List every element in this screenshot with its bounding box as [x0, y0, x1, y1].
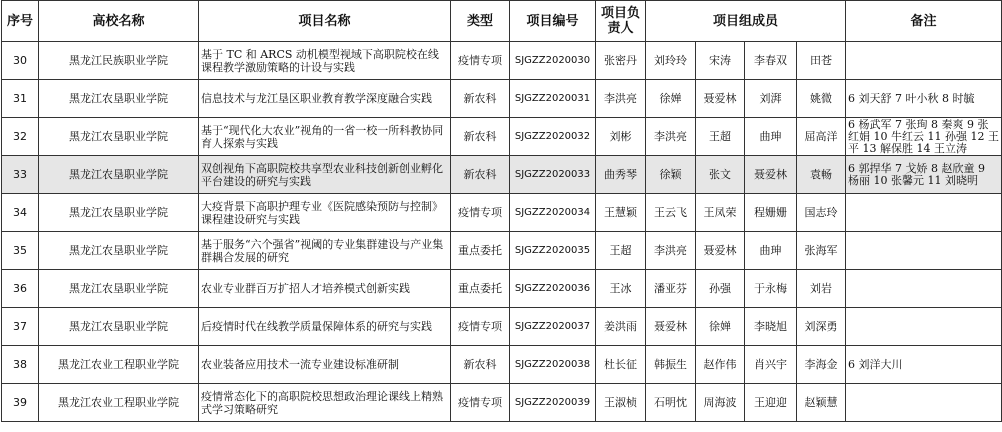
- cell-remark: 6 刘天舒 7 叶小秋 8 时毓: [846, 80, 1002, 118]
- cell-member-2: 王超: [696, 118, 745, 156]
- cell-seq: 30: [2, 42, 39, 80]
- cell-seq: 31: [2, 80, 39, 118]
- cell-project: 大疫背景下高职护理专业《医院感染预防与控制》课程建设研究与实践: [199, 194, 451, 232]
- cell-type: 新农科: [451, 80, 510, 118]
- cell-type: 重点委托: [451, 270, 510, 308]
- cell-type: 重点委托: [451, 232, 510, 270]
- cell-leader: 李洪亮: [596, 80, 646, 118]
- cell-type: 疫情专项: [451, 308, 510, 346]
- cell-project: 疫情常态化下的高职院校思想政治理论课线上精熟式学习策略研究: [199, 384, 451, 422]
- cell-member-2: 张文: [696, 156, 745, 194]
- cell-code: SJGZZ2020032: [510, 118, 596, 156]
- cell-seq: 37: [2, 308, 39, 346]
- cell-member-4: 李海金: [797, 346, 846, 384]
- cell-school: 黑龙江农垦职业学院: [39, 232, 199, 270]
- cell-type: 疫情专项: [451, 384, 510, 422]
- cell-leader: 王淑桢: [596, 384, 646, 422]
- table-row: [2, 118, 1002, 156]
- cell-member-4: 刘岩: [797, 270, 846, 308]
- cell-project: 信息技术与龙江垦区职业教育教学深度融合实践: [199, 80, 451, 118]
- cell-member-1: 李洪亮: [646, 232, 696, 270]
- cell-member-3: 曲珅: [745, 232, 797, 270]
- cell-school: 黑龙江农垦职业学院: [39, 308, 199, 346]
- header-code: 项目编号: [510, 1, 596, 42]
- cell-school: 黑龙江农垦职业学院: [39, 118, 199, 156]
- cell-code: SJGZZ2020035: [510, 232, 596, 270]
- cell-member-1: 徐婵: [646, 80, 696, 118]
- cell-seq: 39: [2, 384, 39, 422]
- cell-leader: 王超: [596, 232, 646, 270]
- cell-seq: 36: [2, 270, 39, 308]
- header-members: 项目组成员: [646, 1, 846, 42]
- cell-type: 新农科: [451, 118, 510, 156]
- header-leader: 项目负责人: [596, 1, 646, 42]
- cell-member-3: 刘湃: [745, 80, 797, 118]
- table-row: [2, 194, 1002, 232]
- cell-leader: 杜长征: [596, 346, 646, 384]
- cell-member-4: 国志玲: [797, 194, 846, 232]
- cell-project: 双创视角下高职院校共享型农业科技创新创业孵化平台建设的研究与实践: [199, 156, 451, 194]
- cell-code: SJGZZ2020034: [510, 194, 596, 232]
- cell-leader: 刘彬: [596, 118, 646, 156]
- cell-seq: 33: [2, 156, 39, 194]
- cell-member-3: 于永梅: [745, 270, 797, 308]
- cell-remark: 6 郭捍华 7 戈娇 8 赵欣童 9 杨丽 10 张馨元 11 刘晓明: [846, 156, 1002, 194]
- cell-seq: 38: [2, 346, 39, 384]
- cell-remark: [846, 270, 1002, 308]
- cell-project: 后疫情时代在线教学质量保障体系的研究与实践: [199, 308, 451, 346]
- header-project: 项目名称: [199, 1, 451, 42]
- cell-remark: [846, 42, 1002, 80]
- cell-member-4: 袁畅: [797, 156, 846, 194]
- cell-remark: [846, 194, 1002, 232]
- cell-member-4: 张海军: [797, 232, 846, 270]
- cell-project: 基于“现代化大农业”视角的一省一校一所科教协同育人探索与实践: [199, 118, 451, 156]
- cell-school: 黑龙江农垦职业学院: [39, 80, 199, 118]
- cell-member-3: 王迎迎: [745, 384, 797, 422]
- cell-school: 黑龙江民族职业学院: [39, 42, 199, 80]
- header-row: [2, 1, 1002, 42]
- cell-member-4: 刘深勇: [797, 308, 846, 346]
- project-table: [1, 0, 1002, 422]
- cell-member-3: 李春双: [745, 42, 797, 80]
- cell-member-2: 宋涛: [696, 42, 745, 80]
- cell-code: SJGZZ2020033: [510, 156, 596, 194]
- cell-code: SJGZZ2020038: [510, 346, 596, 384]
- cell-member-3: 李晓旭: [745, 308, 797, 346]
- cell-project: 基于服务“六个强省”视阈的专业集群建设与产业集群耦合发展的研究: [199, 232, 451, 270]
- cell-school: 黑龙江农垦职业学院: [39, 270, 199, 308]
- cell-seq: 34: [2, 194, 39, 232]
- table-row: [2, 346, 1002, 384]
- table-row: [2, 384, 1002, 422]
- cell-member-3: 程姗姗: [745, 194, 797, 232]
- table-row: [2, 80, 1002, 118]
- cell-seq: 35: [2, 232, 39, 270]
- cell-type: 疫情专项: [451, 194, 510, 232]
- cell-code: SJGZZ2020039: [510, 384, 596, 422]
- cell-school: 黑龙江农业工程职业学院: [39, 384, 199, 422]
- cell-member-1: 聂爱林: [646, 308, 696, 346]
- cell-member-2: 聂爱林: [696, 232, 745, 270]
- cell-type: 新农科: [451, 346, 510, 384]
- cell-code: SJGZZ2020037: [510, 308, 596, 346]
- table-row: [2, 308, 1002, 346]
- cell-member-4: 田苍: [797, 42, 846, 80]
- header-type: 类型: [451, 1, 510, 42]
- cell-type: 新农科: [451, 156, 510, 194]
- cell-leader: 王慧颖: [596, 194, 646, 232]
- cell-code: SJGZZ2020030: [510, 42, 596, 80]
- table-row: [2, 232, 1002, 270]
- cell-member-2: 赵作伟: [696, 346, 745, 384]
- cell-seq: 32: [2, 118, 39, 156]
- cell-code: SJGZZ2020036: [510, 270, 596, 308]
- cell-member-4: 赵颖慧: [797, 384, 846, 422]
- cell-school: 黑龙江农业工程职业学院: [39, 346, 199, 384]
- table-row-highlighted: [2, 156, 1002, 194]
- cell-school: 黑龙江农垦职业学院: [39, 156, 199, 194]
- cell-remark: [846, 308, 1002, 346]
- cell-member-1: 李洪亮: [646, 118, 696, 156]
- cell-member-4: 屈高洋: [797, 118, 846, 156]
- remark-text: 6 杨武军 7 张珣 8 秦爽 9 张红娟 10 牛红云 11 孙强 12 王平 13 解保胜 14 王立涛: [848, 118, 999, 155]
- cell-leader: 张密丹: [596, 42, 646, 80]
- cell-remark: [846, 232, 1002, 270]
- cell-remark: [846, 384, 1002, 422]
- cell-remark: [846, 118, 1002, 156]
- table-row: [2, 270, 1002, 308]
- cell-member-2: 王凤荣: [696, 194, 745, 232]
- cell-school: 黑龙江农垦职业学院: [39, 194, 199, 232]
- cell-project: 农业专业群百万扩招人才培养模式创新实践: [199, 270, 451, 308]
- cell-member-1: 王云飞: [646, 194, 696, 232]
- cell-leader: 王冰: [596, 270, 646, 308]
- cell-project: 农业装备应用技术一流专业建设标准研制: [199, 346, 451, 384]
- cell-member-1: 韩振生: [646, 346, 696, 384]
- cell-member-2: 孙强: [696, 270, 745, 308]
- cell-leader: 姜洪雨: [596, 308, 646, 346]
- cell-member-1: 刘玲玲: [646, 42, 696, 80]
- cell-member-4: 姚微: [797, 80, 846, 118]
- cell-member-3: 曲珅: [745, 118, 797, 156]
- cell-remark: 6 刘洋大川: [846, 346, 1002, 384]
- cell-code: SJGZZ2020031: [510, 80, 596, 118]
- cell-member-2: 周海波: [696, 384, 745, 422]
- cell-member-3: 聂爱林: [745, 156, 797, 194]
- table-row: [2, 42, 1002, 80]
- cell-member-2: 徐婵: [696, 308, 745, 346]
- cell-member-1: 潘亚芬: [646, 270, 696, 308]
- cell-member-3: 肖兴宇: [745, 346, 797, 384]
- header-seq: 序号: [2, 1, 39, 42]
- cell-type: 疫情专项: [451, 42, 510, 80]
- header-school: 高校名称: [39, 1, 199, 42]
- cell-member-1: 石明忱: [646, 384, 696, 422]
- cell-leader: 曲秀琴: [596, 156, 646, 194]
- header-remark: 备注: [846, 1, 1002, 42]
- cell-member-1: 徐颖: [646, 156, 696, 194]
- cell-project: 基于 TC 和 ARCS 动机模型视域下高职院校在线课程教学激励策略的计设与实践: [199, 42, 451, 80]
- cell-member-2: 聂爱林: [696, 80, 745, 118]
